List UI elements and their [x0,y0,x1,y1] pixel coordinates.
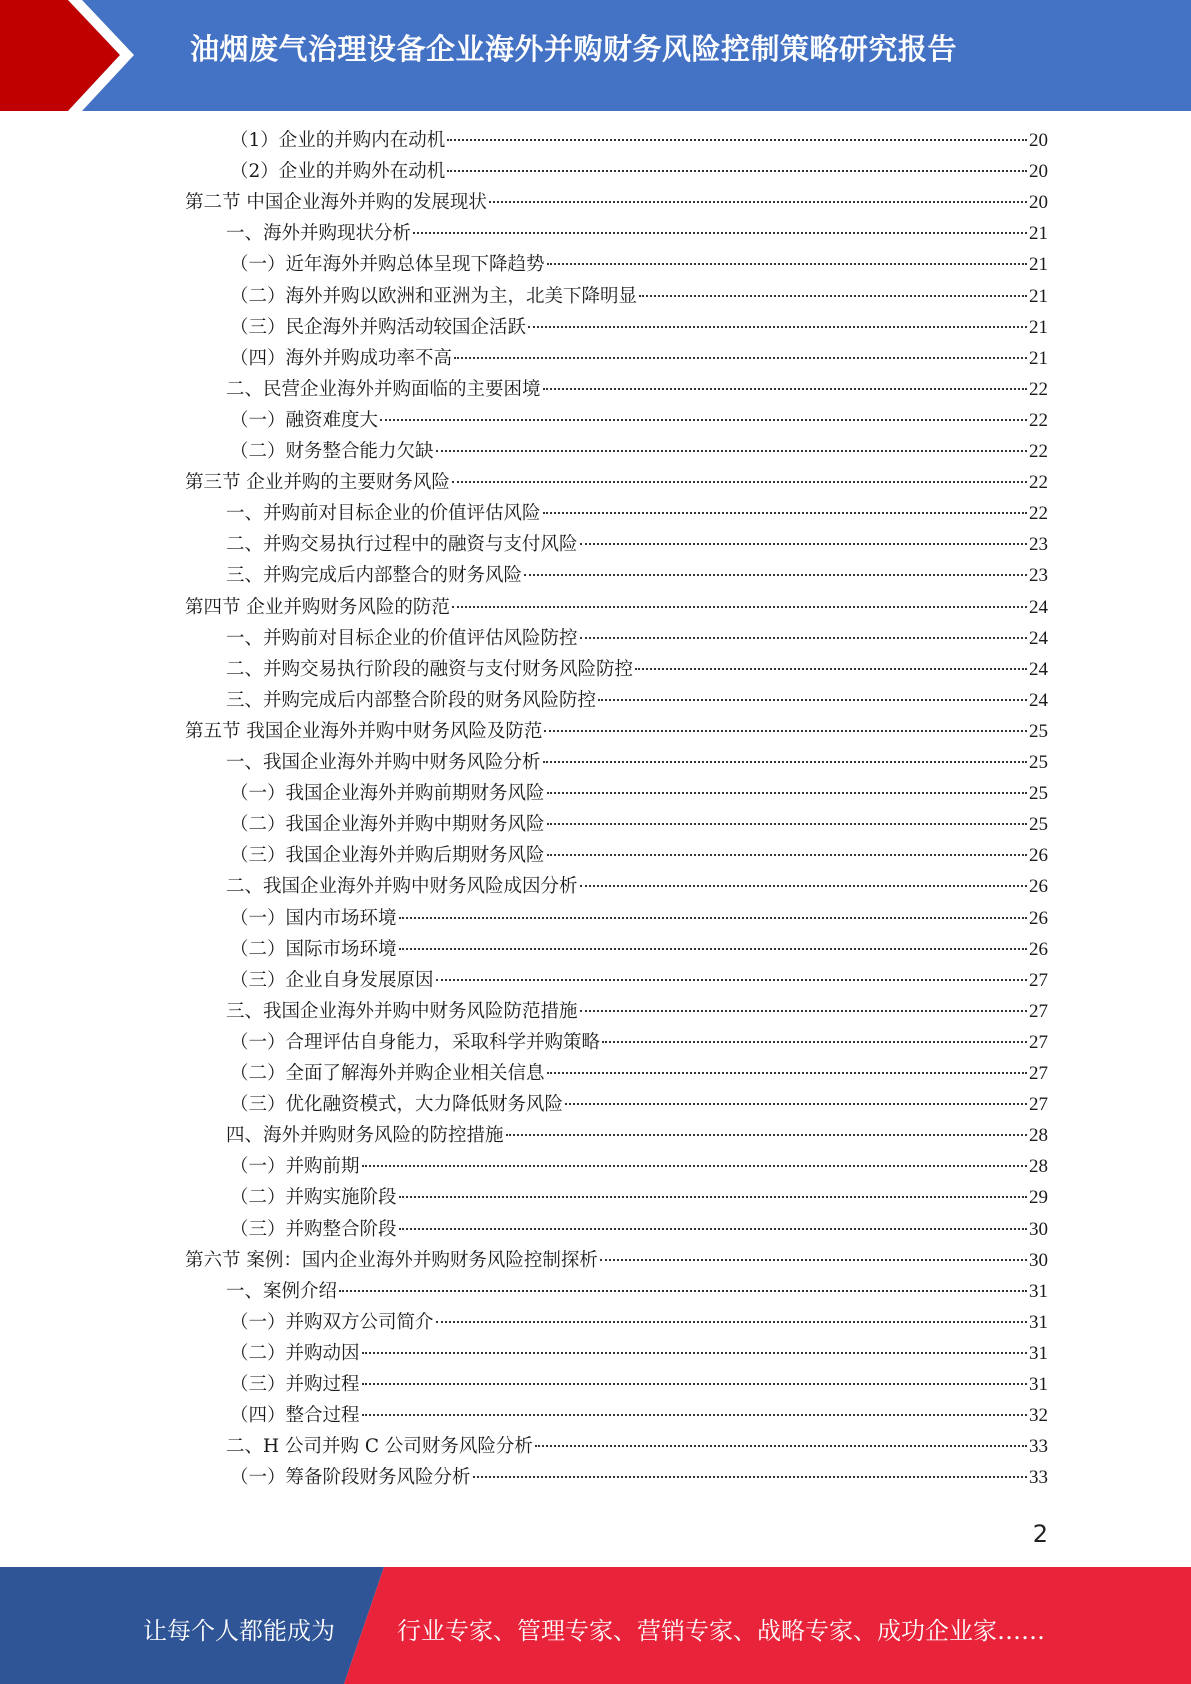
toc-entry-label: （四）海外并购成功率不高 [230,347,453,369]
toc-entry-label: 二、民营企业海外并购面临的主要困境 [226,378,541,400]
toc-entry-page: 30 [1029,1218,1048,1240]
toc-leader-dots [436,450,1027,452]
toc-entry-page: 24 [1029,658,1048,680]
toc-entry[interactable] [226,748,1048,779]
toc-leader-dots [454,357,1027,359]
toc-entry-label: 三、并购完成后内部整合的财务风险 [226,565,523,587]
toc-entry-page: 22 [1029,378,1048,400]
toc-entry-page: 20 [1029,161,1048,183]
toc-leader-dots [447,170,1027,172]
toc-leader-dots [413,232,1027,234]
toc-entry[interactable] [230,437,1048,468]
toc-entry-label: （一）国内市场环境 [230,907,397,929]
toc-entry-page: 26 [1029,938,1048,960]
toc-entry-page: 30 [1029,1249,1048,1271]
footer-slogan-left: 让每个人都能成为 [143,1617,335,1645]
toc-leader-dots [598,699,1027,701]
toc-entry-label: （二）全面了解海外并购企业相关信息 [230,1063,545,1084]
toc-entry-page: 20 [1029,192,1048,214]
toc-leader-dots [635,668,1027,670]
toc-entry[interactable] [230,935,1048,966]
toc-entry-page: 21 [1029,316,1048,338]
toc-entry-page: 23 [1029,534,1048,556]
toc-entry-label: 三、并购完成后内部整合阶段的财务风险防控 [226,689,597,711]
toc-entry-label: （二）财务整合能力欠缺 [230,441,434,462]
toc-entry-label: 第三节 企业并购的主要财务风险 [185,472,450,494]
toc-leader-dots [547,1072,1027,1074]
toc-entry[interactable] [230,313,1048,344]
toc-entry-label: 二、并购交易执行过程中的融资与支付风险 [226,534,578,556]
toc-entry-label: （一）我国企业海外并购前期财务风险 [230,783,545,805]
toc-leader-dots [580,1010,1027,1012]
toc-entry[interactable] [230,1059,1048,1090]
toc-entry-label: 四、海外并购财务风险的防控措施 [226,1125,504,1147]
toc-leader-dots [580,543,1027,545]
toc-entry-page: 33 [1029,1467,1048,1489]
toc-entry[interactable] [185,593,1048,624]
toc-entry-page: 31 [1029,1342,1048,1364]
toc-entry-label: （二）并购动因 [230,1342,360,1364]
toc-entry-label: 第六节 案例：国内企业海外并购财务风险控制探析 [185,1249,598,1271]
toc-entry-page: 28 [1029,1125,1048,1147]
toc-entry[interactable] [226,686,1048,717]
toc-entry-page: 31 [1029,1280,1048,1302]
toc-leader-dots [543,761,1027,763]
header-chevron-icon [0,0,160,111]
toc-entry[interactable] [230,904,1048,935]
toc-entry-page: 22 [1029,441,1048,462]
toc-entry-label: （一）并购双方公司简介 [230,1311,434,1333]
toc-leader-dots [506,1134,1027,1136]
toc-leader-dots [543,388,1027,390]
toc-entry-label: （2）企业的并购外在动机 [230,161,446,183]
toc-leader-dots [639,295,1027,297]
toc-entry[interactable] [185,468,1048,499]
toc-entry-page: 27 [1029,1063,1048,1084]
toc-entry-page: 26 [1029,845,1048,867]
toc-entry-label: （一）近年海外并购总体呈现下降趋势 [230,254,545,276]
toc-entry-label: （二）国际市场环境 [230,938,397,960]
toc-leader-dots [524,574,1027,576]
toc-entry-page: 21 [1029,347,1048,369]
page-footer [0,1567,1191,1684]
toc-entry[interactable] [185,1246,1048,1277]
toc-entry-label: 第五节 我国企业海外并购中财务风险及防范 [185,720,543,742]
toc-entry-page: 21 [1029,285,1048,307]
toc-entry-page: 26 [1029,907,1048,929]
toc-entry-label: （二）并购实施阶段 [230,1187,397,1209]
toc-entry[interactable] [185,188,1048,219]
toc-entry[interactable] [226,561,1048,592]
toc-leader-dots [339,1290,1027,1292]
toc-leader-dots [362,1383,1027,1385]
toc-entry-label: 一、并购前对目标企业的价值评估风险 [226,503,541,525]
toc-entry[interactable] [230,810,1048,841]
toc-leader-dots [452,606,1027,608]
toc-entry[interactable] [226,530,1048,561]
toc-entry-page: 26 [1029,876,1048,898]
toc-entry[interactable] [230,126,1048,157]
toc-entry[interactable] [230,282,1048,313]
toc-leader-dots [543,512,1027,514]
toc-entry-label: 二、H 公司并购 C 公司财务风险分析 [226,1436,533,1458]
toc-entry-page: 31 [1029,1311,1048,1333]
toc-entry[interactable] [230,1308,1048,1339]
toc-entry-label: （一）合理评估自身能力，采取科学并购策略 [230,1031,601,1053]
toc-entry-label: 三、我国企业海外并购中财务风险防范措施 [226,1000,578,1022]
toc-entry-label: （三）优化融资模式，大力降低财务风险 [230,1094,564,1116]
toc-entry[interactable] [230,1339,1048,1370]
toc-entry-label: （三）并购整合阶段 [230,1218,397,1240]
toc-entry-label: （二）我国企业海外并购中期财务风险 [230,814,545,836]
toc-entry-label: （一）筹备阶段财务风险分析 [230,1467,471,1489]
toc-entry-page: 22 [1029,409,1048,431]
toc-entry-page: 24 [1029,627,1048,649]
toc-entry[interactable] [230,406,1048,437]
toc-leader-dots [547,263,1027,265]
toc-entry-label: （一）并购前期 [230,1156,360,1178]
toc-leader-dots [362,1352,1027,1354]
toc-leader-dots [544,730,1027,732]
toc-entry-label: 一、并购前对目标企业的价值评估风险防控 [226,627,578,649]
toc-entry-label: 二、并购交易执行阶段的融资与支付财务风险防控 [226,658,634,680]
toc-entry-page: 21 [1029,254,1048,276]
toc-leader-dots [528,326,1027,328]
toc-leader-dots [436,979,1027,981]
toc-leader-dots [399,948,1027,950]
toc-entry-label: （一）融资难度大 [230,409,379,431]
toc-entry[interactable] [230,1463,1048,1494]
toc-entry-label: （三）民企海外并购活动较国企活跃 [230,316,527,338]
toc-entry-page: 24 [1029,689,1048,711]
toc-entry-page: 21 [1029,223,1048,245]
toc-leader-dots [399,917,1027,919]
toc-entry-page: 25 [1029,720,1048,742]
toc-leader-dots [473,1476,1027,1478]
toc-entry[interactable] [230,1370,1048,1401]
toc-entry[interactable] [230,966,1048,997]
toc-entry[interactable] [226,1277,1048,1308]
toc-entry[interactable] [226,872,1048,903]
toc-entry[interactable] [230,1401,1048,1432]
toc-leader-dots [547,854,1027,856]
toc-entry[interactable] [226,1432,1048,1463]
toc-entry-page: 23 [1029,565,1048,587]
toc-leader-dots [447,139,1027,141]
toc-entry[interactable] [230,344,1048,375]
toc-entry-label: 二、我国企业海外并购中财务风险成因分析 [226,876,578,898]
toc-entry[interactable] [226,624,1048,655]
toc-entry-page: 27 [1029,1000,1048,1022]
toc-entry-page: 29 [1029,1187,1048,1209]
toc-entry-page: 28 [1029,1156,1048,1178]
toc-entry-page: 20 [1029,130,1048,151]
toc-entry[interactable] [185,717,1048,748]
toc-leader-dots [452,481,1027,483]
toc-leader-dots [399,1196,1027,1198]
toc-entry-page: 27 [1029,969,1048,991]
toc-entry-page: 25 [1029,814,1048,836]
toc-entry[interactable] [230,1183,1048,1214]
page-number: 2 [1032,1520,1048,1548]
toc-entry[interactable] [226,655,1048,686]
report-title: 油烟废气治理设备企业海外并购财务风险控制策略研究报告 [190,32,958,66]
toc-entry-page: 24 [1029,596,1048,618]
toc-entry[interactable] [230,1090,1048,1121]
toc-entry-label: （三）企业自身发展原因 [230,969,434,991]
toc-entry[interactable] [230,1028,1048,1059]
toc-entry[interactable] [230,1152,1048,1183]
toc-leader-dots [580,885,1027,887]
toc-entry-label: （四）整合过程 [230,1405,360,1427]
toc-leader-dots [535,1445,1027,1447]
toc-leader-dots [600,1259,1027,1261]
toc-leader-dots [547,792,1027,794]
toc-entry[interactable] [226,1121,1048,1152]
toc-entry[interactable] [226,219,1048,250]
page-header [0,0,1191,111]
toc-entry-page: 32 [1029,1405,1048,1427]
toc-entry-label: 一、案例介绍 [226,1280,338,1302]
toc-leader-dots [489,201,1027,203]
toc-entry-label: 第四节 企业并购财务风险的防范 [185,596,450,618]
toc-entry-page: 25 [1029,783,1048,805]
toc-entry-page: 33 [1029,1436,1048,1458]
toc-entry-label: （三）并购过程 [230,1374,360,1395]
toc-entry-label: （三）我国企业海外并购后期财务风险 [230,845,545,867]
toc-entry[interactable] [230,779,1048,810]
toc-leader-dots [565,1103,1027,1105]
toc-leader-dots [602,1041,1027,1043]
toc-entry-page: 31 [1029,1374,1048,1395]
toc-entry[interactable] [230,250,1048,281]
toc-entry[interactable] [230,841,1048,872]
toc-entry-label: （1）企业的并购内在动机 [230,130,446,151]
toc-entry-label: 一、海外并购现状分析 [226,223,412,245]
toc-leader-dots [580,637,1027,639]
footer-slogan-right: 行业专家、管理专家、营销专家、战略专家、成功企业家…… [397,1617,1045,1645]
toc-entry-page: 27 [1029,1031,1048,1053]
toc-leader-dots [436,1321,1027,1323]
toc-entry-page: 22 [1029,472,1048,494]
toc-entry-page: 27 [1029,1094,1048,1116]
toc-entry[interactable] [226,997,1048,1028]
toc-entry-label: 一、我国企业海外并购中财务风险分析 [226,752,541,773]
toc-leader-dots [380,419,1027,421]
toc-leader-dots [399,1228,1027,1230]
toc-entry[interactable] [226,375,1048,406]
toc-entry-label: 第二节 中国企业海外并购的发展现状 [185,192,487,214]
toc-entry-page: 25 [1029,752,1048,773]
toc-leader-dots [547,823,1027,825]
toc-leader-dots [362,1165,1027,1167]
toc-entry-label: （二）海外并购以欧洲和亚洲为主，北美下降明显 [230,285,638,307]
toc-leader-dots [362,1414,1027,1416]
toc-entry[interactable] [230,1215,1048,1246]
toc-entry[interactable] [230,157,1048,188]
toc-entry-page: 22 [1029,503,1048,525]
toc-entry[interactable] [226,499,1048,530]
